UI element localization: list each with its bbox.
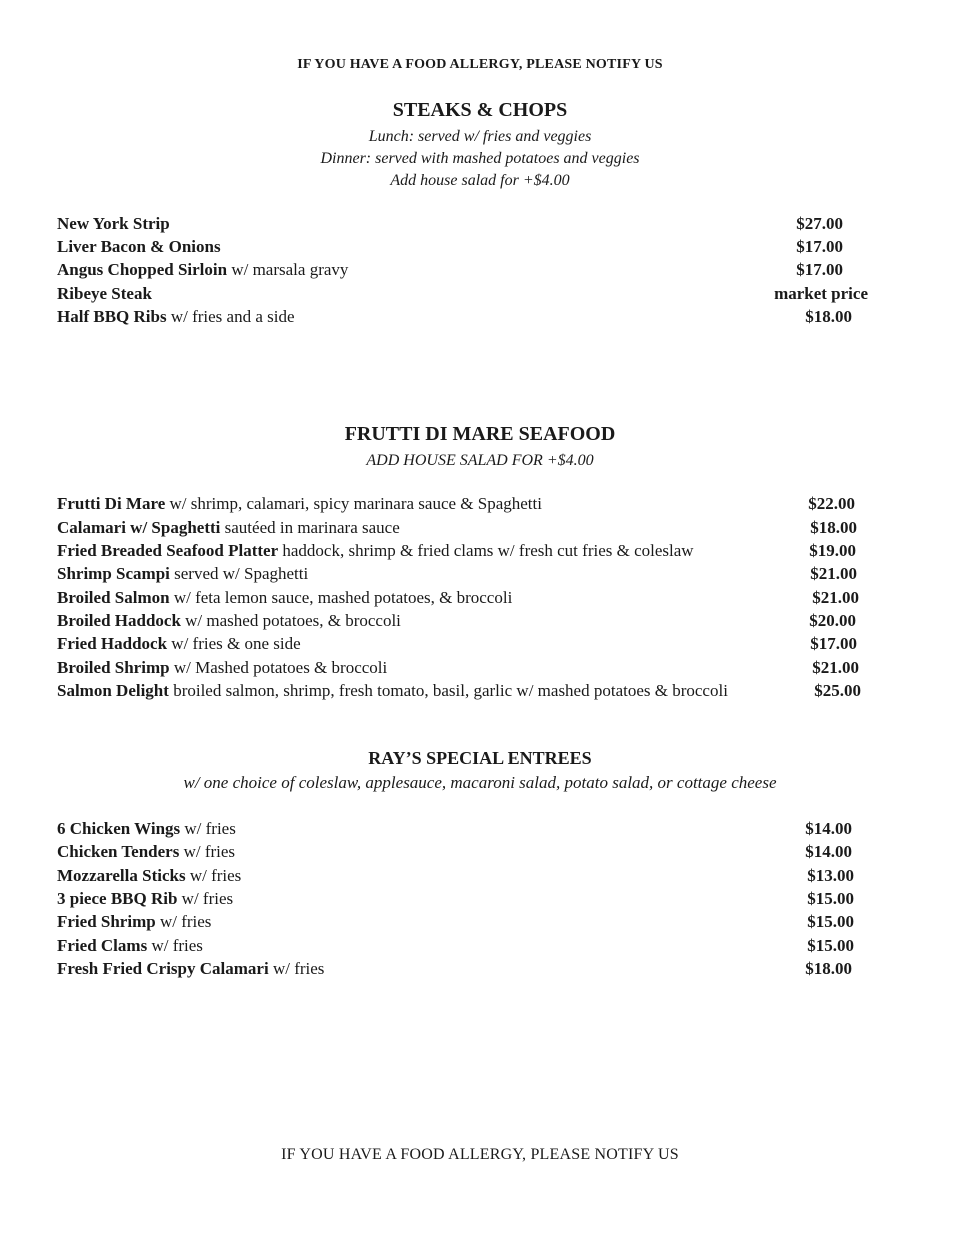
item-desc: w/ fries (184, 819, 236, 838)
item-price: $18.00 (805, 307, 852, 326)
specials-note: w/ one choice of coleslaw, applesauce, macaroni salad, potato salad, or cottage cheese (183, 773, 777, 792)
item-price: $17.00 (796, 237, 843, 256)
item-desc: w/ feta lemon sauce, mashed potatoes, & broccoli (173, 588, 513, 607)
menu-item (57, 562, 877, 585)
item-name: Fried Breaded Seafood Platter (57, 541, 279, 560)
allergy-notice-bottom: IF YOU HAVE A FOOD ALLERGY, PLEASE NOTIFY US (281, 1146, 679, 1163)
item-desc: w/ fries (189, 866, 242, 885)
item-name: Frutti Di Mare (57, 494, 166, 513)
item-price: $25.00 (814, 681, 861, 700)
item-desc: w/ fries and a side (170, 307, 295, 326)
item-price: $17.00 (796, 260, 843, 279)
menu-item (57, 516, 877, 539)
item-price: $21.00 (810, 564, 857, 583)
item-name: Shrimp Scampi (57, 564, 170, 583)
item-name: 6 Chicken Wings (57, 819, 181, 838)
item-name: Broiled Salmon (57, 588, 170, 607)
item-name: Salmon Delight (57, 681, 169, 700)
item-desc: w/ fries (181, 889, 234, 908)
item-price: $14.00 (805, 842, 852, 861)
item-name: 3 piece BBQ Rib (57, 889, 178, 908)
item-desc: w/ shrimp, calamari, spicy marinara sauce & Spaghetti (169, 494, 542, 513)
item-price: $27.00 (796, 214, 843, 233)
item-name: Fried Clams (57, 936, 148, 955)
item-desc: served w/ Spaghetti (174, 564, 309, 583)
steaks-note-dinner: Dinner: served with mashed potatoes and veggies (320, 150, 640, 167)
item-desc: w/ fries & one side (171, 634, 301, 653)
item-name: Calamari w/ Spaghetti (57, 518, 221, 537)
item-name: Ribeye Steak (57, 284, 152, 303)
menu-item (57, 656, 877, 679)
item-desc: w/ fries (183, 842, 236, 861)
item-price: $22.00 (808, 494, 855, 513)
steaks-note-salad: Add house salad for +$4.00 (390, 172, 570, 189)
item-desc: w/ marsala gravy (231, 260, 349, 279)
menu-item (57, 934, 877, 957)
seafood-title: FRUTTI DI MARE SEAFOOD (344, 423, 616, 445)
menu-item (57, 910, 877, 933)
specials-title: RAY’S SPECIAL ENTREES (368, 748, 592, 768)
item-name: New York Strip (57, 214, 170, 233)
item-name: Broiled Shrimp (57, 658, 170, 677)
item-desc: w/ fries (151, 936, 203, 955)
item-desc: broiled salmon, shrimp, fresh tomato, basil, garlic w/ mashed potatoes & broccoli (173, 681, 728, 700)
menu-item (57, 679, 877, 702)
menu-item (57, 305, 877, 328)
item-desc: haddock, shrimp & fried clams w/ fresh cut fries & coleslaw (282, 541, 694, 560)
item-price: $15.00 (807, 936, 854, 955)
menu-item (57, 840, 877, 863)
menu-item (57, 957, 877, 980)
item-price: $14.00 (805, 819, 852, 838)
item-desc: sautéed in marinara sauce (224, 518, 400, 537)
seafood-note: ADD HOUSE SALAD FOR +$4.00 (366, 452, 594, 469)
item-price: $21.00 (812, 588, 859, 607)
item-price: $18.00 (805, 959, 852, 978)
item-price: $19.00 (809, 541, 856, 560)
item-name: Mozzarella Sticks (57, 866, 186, 885)
menu-item (57, 212, 877, 235)
item-desc: w/ mashed potatoes, & broccoli (185, 611, 401, 630)
item-price: $18.00 (810, 518, 857, 537)
item-price: $17.00 (810, 634, 857, 653)
menu-item (57, 492, 877, 515)
steaks-note-lunch: Lunch: served w/ fries and veggies (368, 128, 592, 145)
item-name: Half BBQ Ribs (57, 307, 167, 326)
item-desc: w/ fries (272, 959, 325, 978)
item-desc: w/ fries (159, 912, 212, 931)
item-price: $15.00 (807, 889, 854, 908)
allergy-notice-top: IF YOU HAVE A FOOD ALLERGY, PLEASE NOTIFY US (297, 57, 663, 72)
menu-item (57, 609, 877, 632)
item-name: Fried Haddock (57, 634, 168, 653)
menu-item (57, 864, 877, 887)
menu-item (57, 282, 877, 305)
item-price: $20.00 (809, 611, 856, 630)
item-name: Chicken Tenders (57, 842, 180, 861)
item-name: Liver Bacon & Onions (57, 237, 221, 256)
item-desc: w/ Mashed potatoes & broccoli (173, 658, 388, 677)
steaks-title: STEAKS & CHOPS (392, 99, 568, 121)
item-price: $21.00 (812, 658, 859, 677)
item-price: $13.00 (807, 866, 854, 885)
menu-item (57, 817, 877, 840)
menu-item (57, 258, 877, 281)
menu-item (57, 539, 877, 562)
menu-item (57, 235, 877, 258)
item-name: Fresh Fried Crispy Calamari (57, 959, 269, 978)
item-name: Fried Shrimp (57, 912, 156, 931)
item-price: $15.00 (807, 912, 854, 931)
item-price: market price (774, 284, 868, 303)
item-name: Angus Chopped Sirloin (57, 260, 228, 279)
menu-item (57, 887, 877, 910)
menu-item (57, 632, 877, 655)
menu-item (57, 586, 877, 609)
item-name: Broiled Haddock (57, 611, 181, 630)
